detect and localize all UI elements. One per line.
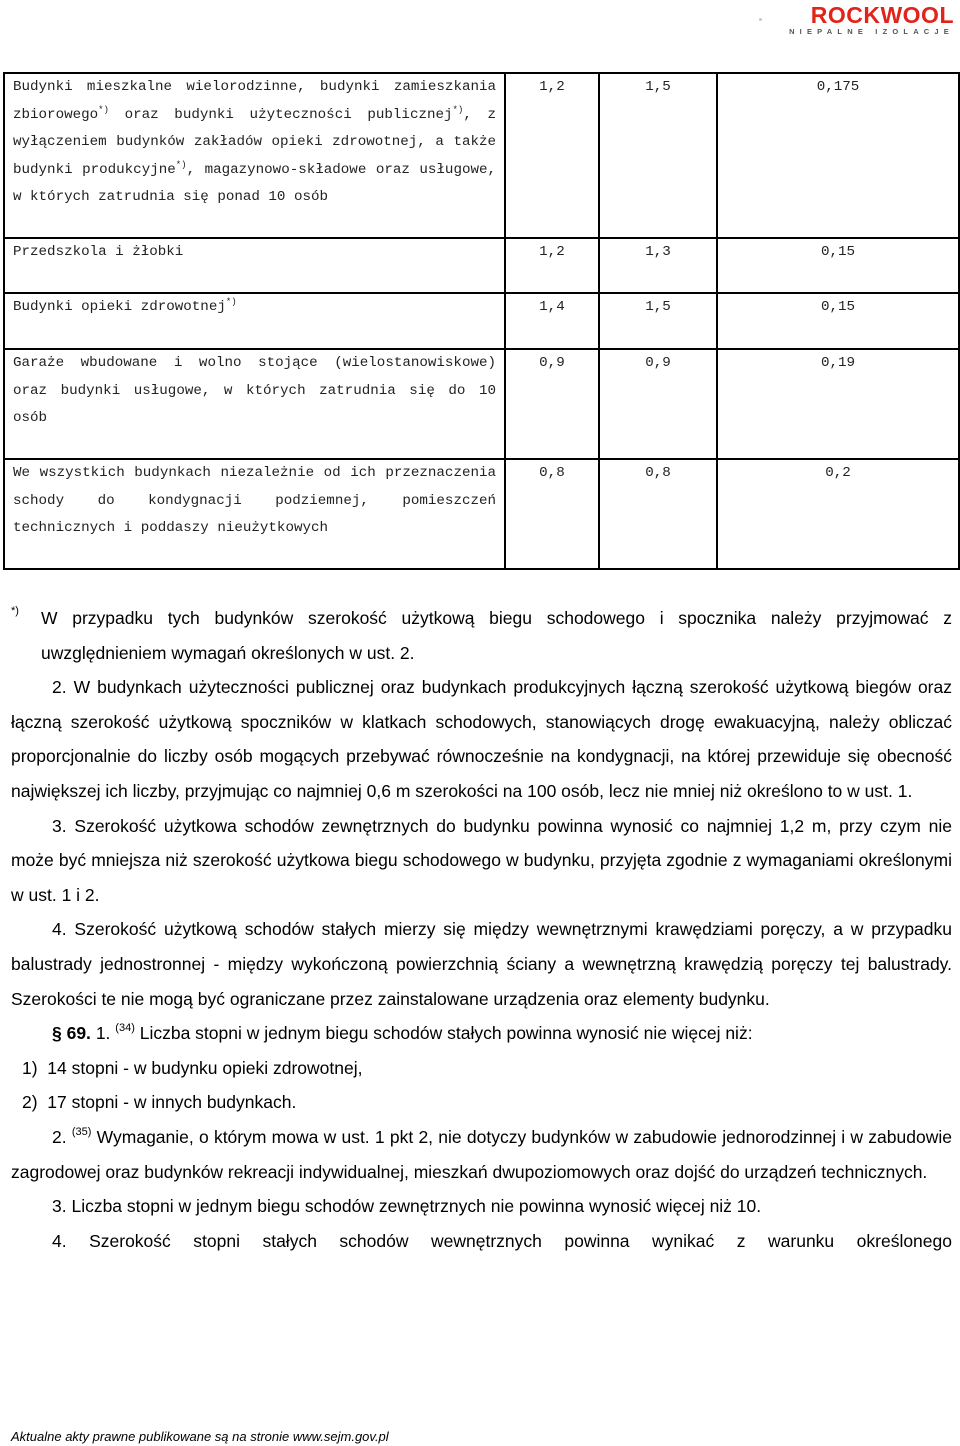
list-item: 2) 17 stopni - w innych budynkach. [22, 1092, 297, 1113]
section-69-text: Liczba stopni w jednym biegu schodów stałych powinna wynosić nie więcej niż: [139, 1023, 753, 1044]
footnote-ref: (35) [71, 1125, 92, 1138]
paragraph-2: 2. W budynkach użyteczności publicznej oraz budynkach produkcyjnych łączną szerokość użytkową biegów oraz łączną szerokość użytkową spoczników w klatkach schodowych, stanowiących drogę ewakuacyjną, należy obliczać proporcjonalnie do liczby osób mogących przebywać równocześnie na kondygnacji, na której przewiduje się obecność największej ich liczby, przyjmując co najmniej 0,6 m szerokości na 100 osób, lecz nie mniej niż określono to w ust. 1. [11, 677, 952, 801]
section-subnumber: 1. [95, 1023, 111, 1044]
table-cell-value: 1,3 [599, 238, 717, 293]
table-cell-value: 0,15 [717, 293, 959, 349]
table-cell-description: Budynki opieki zdrowotnej*) [4, 293, 505, 349]
table-cell-value: 0,2 [717, 459, 959, 569]
table-cell-description: Przedszkola i żłobki [4, 238, 505, 293]
section-number: § 69. [52, 1023, 91, 1044]
table-row [4, 73, 959, 238]
paragraph-69-3: 3. Liczba stopni w jednym biegu schodów zewnętrznych nie powinna wynosić więcej niż 10. [52, 1196, 762, 1217]
stairs-requirements-table [3, 72, 960, 570]
document-body [11, 601, 952, 1258]
list-item: 1) 14 stopni - w budynku opieki zdrowotnej, [22, 1057, 363, 1078]
table-cell-value: 1,2 [505, 238, 599, 293]
table-cell-description: We wszystkich budynkach niezależnie od ich przeznaczenia schody do kondygnacji podziemnej, pomieszczeń technicznych i poddaszy nieużytkowych [4, 459, 505, 569]
logo-tagline: NIEPALNE IZOLACJE [789, 27, 954, 36]
table-cell-value: 0,8 [599, 459, 717, 569]
table-cell-value: 0,9 [505, 349, 599, 459]
paragraph-4: 4. Szerokość użytkową schodów stałych mierzy się między wewnętrznymi krawędziami poręczy, a w przypadku balustrady jednostronnej - między wykończoną powierzchnią ściany a wewnętrzną krawędzią poręczy tej balustrady. Szerokości te nie mogą być ograniczane przez zainstalowane urządzenia oraz elementy budynku. [11, 919, 952, 1009]
logo-dot [759, 18, 762, 21]
table-cell-value: 1,2 [505, 73, 599, 238]
footnote-ref: (34) [115, 1022, 135, 1035]
table-row [4, 459, 959, 569]
table-cell-value: 1,4 [505, 293, 599, 349]
rockwool-logo [786, 3, 954, 35]
table-cell-value: 0,19 [717, 349, 959, 459]
table-cell-value: 1,5 [599, 293, 717, 349]
paragraph-69-4: 4. Szerokość stopni stałych schodów wewnętrznych powinna wynikać z warunku określonego [52, 1230, 952, 1251]
table-cell-value: 1,5 [599, 73, 717, 238]
table-row [4, 293, 959, 349]
paragraph-3: 3. Szerokość użytkowa schodów zewnętrznych do budynku powinna wynosić co najmniej 1,2 m, przy czym nie może być mniejsza niż szerokość użytkowa biegu schodowego w budynku, przyjęta zgodnie z wymaganiami określonymi w ust. 1 i 2. [11, 815, 952, 905]
paragraph-69-2: 2. $^{(35)}$ Wymaganie, o którym mowa w ust. 1 pkt 2, nie dotyczy budynków w zabudowie jednorodzinnej i w zabudowie zagrodowej oraz budynków rekreacji indywidualnej, mieszkań dwupoziomowych oraz dojść do urządzeń technicznych. [11, 1125, 952, 1182]
footnote-mark: *) [11, 605, 19, 617]
table-cell-description: Garaże wbudowane i wolno stojące (wielostanowiskowe) oraz budynki usługowe, w których zatrudnia się do 10 osób [4, 349, 505, 459]
section-69-heading [11, 1016, 952, 1051]
footnote [11, 601, 952, 670]
page-footer: Aktualne akty prawne publikowane są na stronie www.sejm.gov.pl [11, 1429, 389, 1444]
table-cell-value: 0,9 [599, 349, 717, 459]
table-cell-description: Budynki mieszkalne wielorodzinne, budynki zamieszkania zbiorowego*) oraz budynki użyteczności publicznej*), z wyłączeniem budynków zakładów opieki zdrowotnej, a także budynki produkcyjne*), magazynowo-składowe oraz usługowe, w których zatrudnia się ponad 10 osób [4, 73, 505, 238]
table-row [4, 238, 959, 293]
table-cell-value: 0,175 [717, 73, 959, 238]
table-row [4, 349, 959, 459]
table-cell-value: 0,15 [717, 238, 959, 293]
logo-wordmark: ROCKWOOL [810, 2, 954, 28]
footnote-text: W przypadku tych budynków szerokość użytkową biegu schodowego i spocznika należy przyjmować z uwzględnieniem wymagań określonych w ust. 2. [41, 608, 952, 663]
table-cell-value: 0,8 [505, 459, 599, 569]
